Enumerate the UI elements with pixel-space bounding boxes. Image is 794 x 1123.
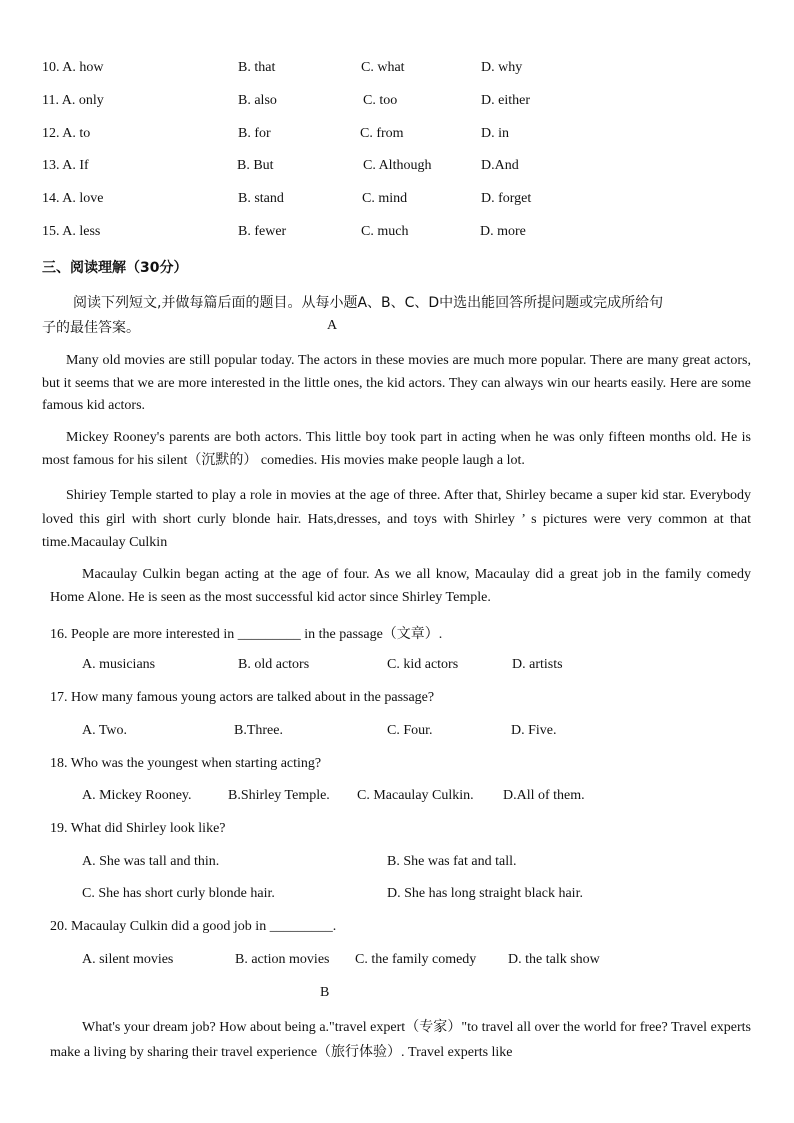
- option-a: 11. A. only: [42, 93, 104, 108]
- question-stem: 18. Who was the youngest when starting acting?: [50, 756, 322, 771]
- option-b: B. She was fat and tall.: [387, 854, 517, 869]
- option-c: C. mind: [362, 191, 408, 206]
- instruction-line-1: 阅读下列短文,并做每篇后面的题目。从每小题A、B、C、D中选出能回答所提问题或完成所给句: [73, 295, 664, 311]
- option-d: D. artists: [512, 657, 563, 672]
- option-b: B. that: [238, 60, 276, 75]
- question-stem: 17. How many famous young actors are talked about in the passage?: [50, 690, 435, 705]
- option-b: B. for: [238, 126, 271, 141]
- option-b: B. also: [238, 93, 277, 108]
- option-b: B. But: [237, 158, 274, 173]
- option-d: D. the talk show: [508, 952, 600, 967]
- option-b: B. old actors: [238, 657, 310, 672]
- section-heading: 三、阅读理解（30分）: [42, 260, 188, 276]
- option-c: C. too: [363, 93, 398, 108]
- option-d: D. why: [481, 60, 523, 75]
- option-b: B. stand: [238, 191, 284, 206]
- option-c: C. Four.: [387, 723, 433, 738]
- option-a: A. Two.: [82, 723, 128, 738]
- option-d: D. forget: [481, 191, 532, 206]
- option-d: D. She has long straight black hair.: [387, 886, 583, 901]
- option-a: 13. A. If: [42, 158, 89, 173]
- option-a: 12. A. to: [42, 126, 91, 141]
- option-a: A. silent movies: [82, 952, 174, 967]
- option-b: B.Three.: [234, 723, 283, 738]
- passage-a-paragraph: Many old movies are still popular today. The actors in these movies are much more popular. There are many great actors, but it seems that we are more interested in the little ones, the kid actors. They can always win our hearts easily. Here are some famous kid actors.: [42, 353, 751, 413]
- option-b: B.Shirley Temple.: [228, 788, 330, 803]
- passage-a-paragraph: Macaulay Culkin began acting at the age of four. As we all know, Macaulay did a great job in the family comedy Home Alone. He is seen as the most successful kid actor since Shirley Temple.: [50, 567, 751, 605]
- option-c: C. from: [360, 126, 404, 141]
- option-a: A. musicians: [82, 657, 156, 672]
- passage-a-paragraph: Shiriey Temple started to play a role in movies at the age of three. After that, Shirley became a super kid star. Everybody loved this girl with short curly blonde hair. Hats,dresses, and toys with Shirley ’ s pictures were very common at that time.Macaulay Culkin: [42, 488, 751, 550]
- option-d: D. in: [481, 126, 509, 141]
- option-d: D. Five.: [511, 723, 557, 738]
- passage-a-label: A: [327, 318, 338, 333]
- option-a: A. She was tall and thin.: [82, 854, 220, 869]
- passage-b-label: B: [320, 985, 330, 1000]
- option-d: D. more: [480, 224, 526, 239]
- option-c: C. kid actors: [387, 657, 459, 672]
- option-a: 15. A. less: [42, 224, 101, 239]
- option-b: B. action movies: [235, 952, 330, 967]
- option-c: C. She has short curly blonde hair.: [82, 886, 275, 901]
- option-d: D.All of them.: [503, 788, 585, 803]
- passage-b-paragraph: What's your dream job? How about being a."travel expert（专家）"to travel all over the world for free? Travel experts make a living by sharing their travel experience（旅行体验）. Travel experts like: [50, 1020, 751, 1060]
- option-c: C. the family comedy: [355, 952, 477, 967]
- option-c: C. Although: [363, 158, 432, 173]
- option-d: D.And: [481, 158, 519, 173]
- option-a: 14. A. love: [42, 191, 104, 206]
- option-a: A. Mickey Rooney.: [82, 788, 192, 803]
- option-d: D. either: [481, 93, 530, 108]
- passage-a-paragraph: Mickey Rooney's parents are both actors. This little boy took part in acting when he was only fifteen months old. He is most famous for his silent（沉默的） comedies. His movies make people laugh a lot.: [42, 430, 751, 468]
- question-stem: 20. Macaulay Culkin did a good job in _________.: [50, 919, 337, 934]
- option-c: C. what: [361, 60, 405, 75]
- option-a: 10. A. how: [42, 60, 104, 75]
- option-c: C. much: [361, 224, 409, 239]
- question-stem: 16. People are more interested in _________ in the passage（文章）.: [50, 627, 443, 642]
- instruction-line-2: 子的最佳答案。: [42, 320, 140, 336]
- option-b: B. fewer: [238, 224, 287, 239]
- question-stem: 19. What did Shirley look like?: [50, 821, 226, 836]
- option-c: C. Macaulay Culkin.: [357, 788, 474, 803]
